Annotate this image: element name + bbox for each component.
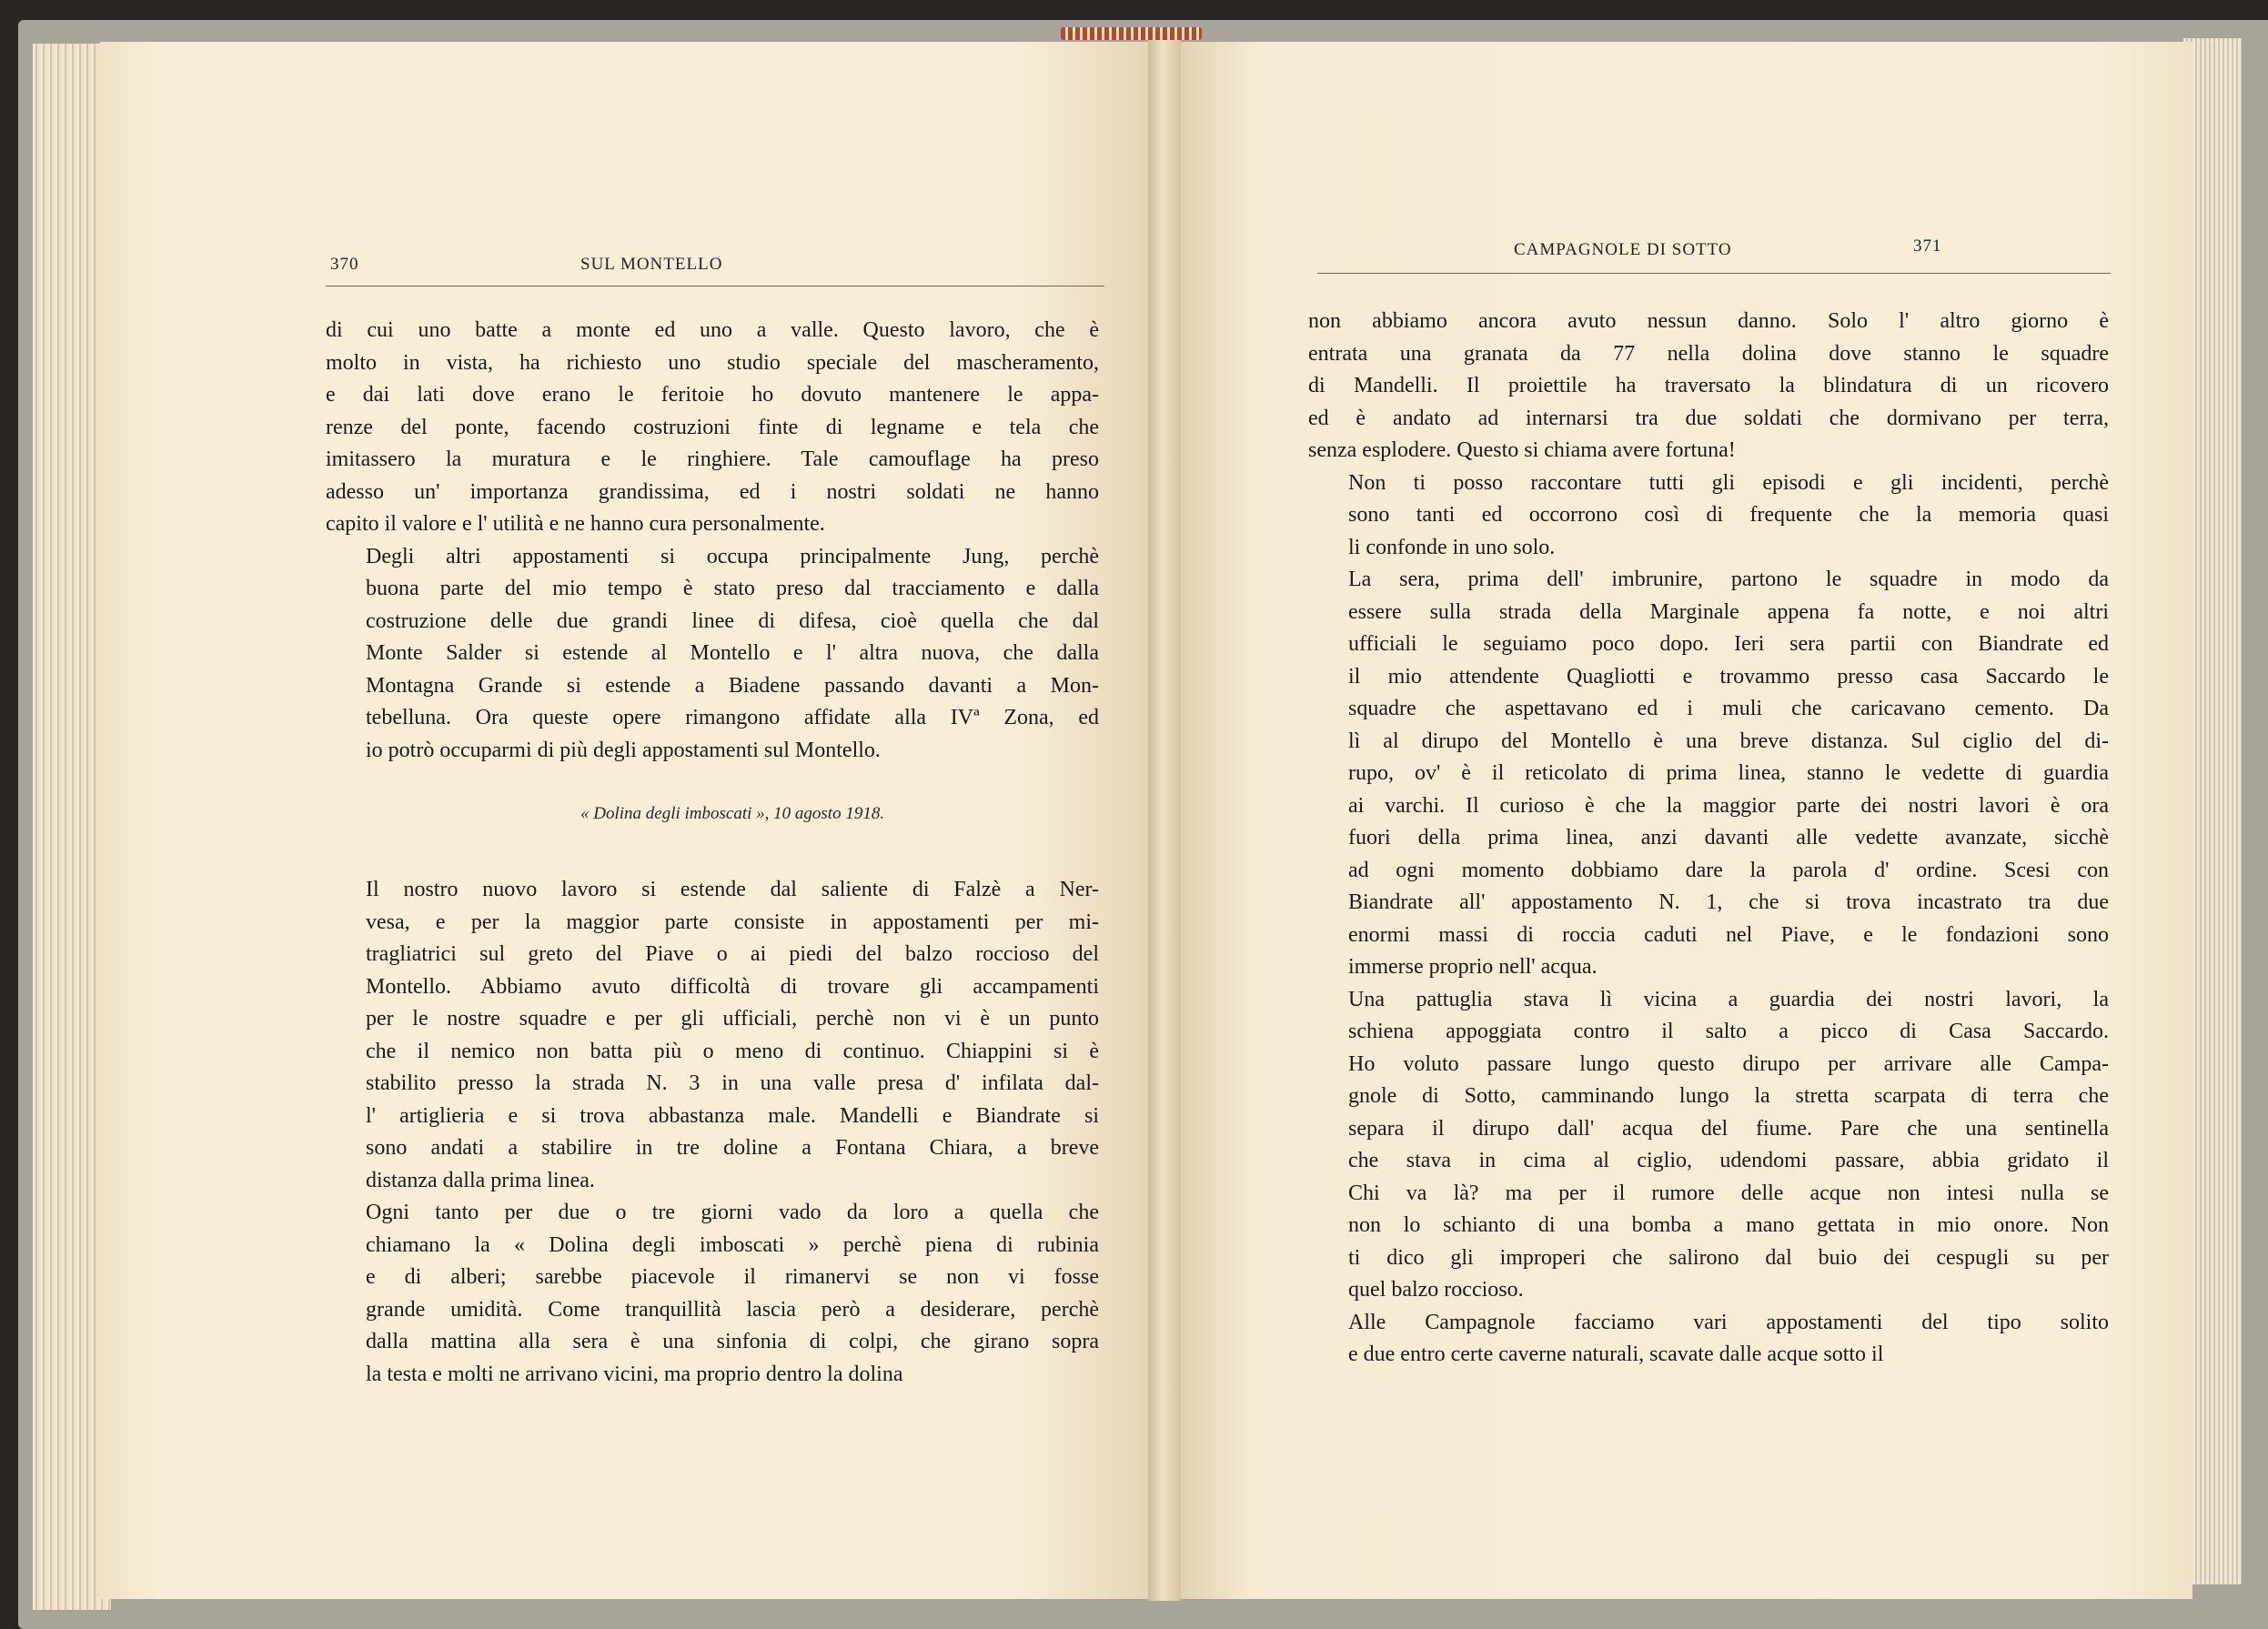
paragraph-1 [1308,306,2109,468]
text-line: Montagna Grande si estende a Biadene passando davanti a Mon- [366,673,1099,698]
text-line: renze del ponte, facendo costruzioni finte di legname e tela che [326,415,1099,439]
text-line: fuori della prima linea, anzi davanti alle vedette avanzate, sicchè [1348,826,2109,850]
text-line: imitassero la muratura e le ringhiere. Tale camouflage ha preso [326,447,1099,471]
text-line: rupo, ov' è il reticolato di prima linea, stanno le vedette di guardia [1348,761,2109,785]
text-line: immerse proprio nell' acqua. [1348,955,1598,979]
text-line: Ho voluto passare lungo questo dirupo per arrivare alle Campa- [1348,1051,2109,1076]
text-line: Ogni tanto per due o tre giorni vado da loro a quella che [366,1201,1099,1224]
text-line: Chi va là? ma per il rumore delle acque non intesi nulla se [1348,1181,2109,1205]
text-line: Il nostro nuovo lavoro si estende dal saliente di Falzè a Ner- [366,878,1099,901]
paragraph-2 [326,541,1099,768]
text-line: sono andati a stabilire in tre doline a Fontana Chiara, a breve [366,1136,1099,1160]
text-line: che il nemico non batta più o meno di continuo. Chiappini si è [366,1039,1099,1063]
text-line: di cui uno batte a monte ed uno a valle. Questo lavoro, che è [326,318,1099,342]
paragraph-4 [1308,984,2109,1307]
running-head: CAMPAGNOLE DI SOTTO [1514,240,1732,259]
text-line: tebelluna. Ora queste opere rimangono affidate alla IVª Zona, ed [366,706,1099,729]
text-line: La sera, prima dell' imbrunire, partono le squadre in modo da [1348,568,2109,591]
text-line: Non ti posso raccontare tutti gli episodi e gli incidenti, perchè [1348,470,2109,495]
text-line: separa il dirupo dall' acqua del fiume. Pare che una sentinella [1348,1116,2109,1141]
text-line: Degli altri appostamenti si occupa principalmente Jung, perchè [366,544,1099,568]
text-line: schiena appoggiata contro il salto a picco di Casa Saccardo. [1348,1020,2109,1043]
text-line: Una pattuglia stava lì vicina a guardia dei nostri lavori, la [1348,987,2109,1011]
header-rule [326,286,1104,287]
text-line: per le nostre squadre e per gli ufficiali, perchè non vi è un punto [366,1007,1099,1031]
text-line: il mio attendente Quagliotti e trovammo presso casa Saccardo le [1348,664,2109,689]
text-line: di Mandelli. Il proiettile ha traversato la blindatura di un ricovero [1308,374,2109,397]
paragraph-2 [1308,468,2109,565]
text-line: ed è andato ad internarsi tra due soldati che dormivano per terra, [1308,406,2109,430]
text-line: ad ogni momento dobbiamo dare la parola d' ordine. Scesi con [1348,858,2109,882]
paragraph-1 [326,315,1099,541]
body-text-lower [326,874,1099,1391]
running-head: SUL MONTELLO [580,255,723,274]
text-line: essere sulla strada della Marginale appena fa notte, e noi altri [1348,599,2109,624]
text-line: Alle Campagnole facciamo vari appostamenti del tipo solito [1348,1310,2109,1334]
text-line: ti dico gli improperi che salirono dal buio dei cespugli su per [1348,1245,2109,1270]
right-page [1163,42,2192,1599]
header-rule [1317,273,2111,274]
text-line: tragliatrici sul greto del Piave o ai piedi del balzo roccioso del [366,942,1099,966]
text-line: Biandrate all' appostamento N. 1, che si trova incastrato tra due [1348,890,2109,914]
text-line: stabilito presso la strada N. 3 in una valle presa d' infilata dal- [366,1071,1099,1095]
body-text-upper [326,315,1099,767]
text-line: sono tanti ed occorrono così di frequente che la memoria quasi [1348,503,2109,527]
page-number: 370 [330,255,359,274]
text-line: che stava in cima al ciglio, udendomi passare, abbia gridato il [1348,1149,2109,1172]
text-line: grande umidità. Come tranquillità lascia però a desiderare, perchè [366,1297,1099,1322]
text-line: molto in vista, ha richiesto uno studio speciale del mascheramento, [326,350,1099,375]
paragraph-3 [326,874,1099,1197]
text-line: e due entro certe caverne naturali, scavate dalle acque sotto il [1348,1342,1884,1366]
text-line: non lo schianto di una bomba a mano gettata in mio onore. Non [1348,1213,2109,1237]
page-number: 371 [1913,236,1942,256]
text-line: ufficiali le seguiamo poco dopo. Ieri sera partii con Biandrate ed [1348,632,2109,656]
text-line: adesso un' importanza grandissima, ed i nostri soldati ne hanno [326,479,1099,504]
text-line: dalla mattina alla sera è una sinfonia di colpi, che girano sopra [366,1330,1099,1353]
paragraph-4 [326,1197,1099,1391]
text-line: squadre che aspettavano ed i muli che caricavano cemento. Da [1348,697,2109,720]
book-gutter [1148,33,1181,1601]
text-line: Monte Salder si estende al Montello e l' altra nuova, che dalla [366,641,1099,665]
paragraph-3 [1308,564,2109,984]
text-line: buona parte del mio tempo è stato preso dal tracciamento e dalla [366,577,1099,600]
text-line: lì al dirupo del Montello è una breve distanza. Sul ciglio del di- [1348,729,2109,753]
body-text [1308,306,2109,1372]
text-line: Montello. Abbiamo avuto difficoltà di trovare gli accampamenti [366,974,1099,999]
text-line: costruzione delle due grandi linee di difesa, cioè quella che dal [366,608,1099,633]
paragraph-5 [1308,1307,2109,1372]
text-line: io potrò occuparmi di più degli appostamenti sul Montello. [366,738,881,762]
left-page [98,42,1163,1599]
text-line: la testa e molti ne arrivano vicini, ma proprio dentro la dolina [366,1362,903,1386]
text-line: gnole di Sotto, camminando lungo la stretta scarpata di terra che [1348,1084,2109,1108]
text-line: distanza dalla prima linea. [366,1168,595,1192]
text-line: li confonde in uno solo. [1348,535,1556,559]
text-line: e dai lati dove erano le feritoie ho dovuto mantenere le appa- [326,383,1099,407]
headband [1061,27,1202,40]
text-line: e di alberi; sarebbe piacevole il rimanervi se non vi fosse [366,1265,1099,1289]
text-line: senza esplodere. Questo si chiama avere fortuna! [1308,438,1736,462]
text-line: enormi massi di roccia caduti nel Piave, e le fondazioni sono [1348,922,2109,947]
text-line: entrata una granata da 77 nella dolina dove stanno le squadre [1308,341,2109,366]
dateline: « Dolina degli imboscati », 10 agosto 1918. [580,804,885,823]
text-line: capito il valore e l' utilità e ne hanno cura personalmente. [326,512,825,536]
text-line: quel balzo roccioso. [1348,1278,1524,1302]
text-line: l' artiglieria e si trova abbastanza male. Mandelli e Biandrate si [366,1103,1099,1128]
text-line: chiamano la « Dolina degli imboscati » perchè piena di rubinia [366,1232,1099,1257]
text-line: non abbiamo ancora avuto nessun danno. Solo l' altro giorno è [1308,309,2109,333]
text-line: ai varchi. Il curioso è che la maggior parte dei nostri lavori è ora [1348,793,2109,818]
text-line: vesa, e per la maggior parte consiste in appostamenti per mi- [366,910,1099,934]
